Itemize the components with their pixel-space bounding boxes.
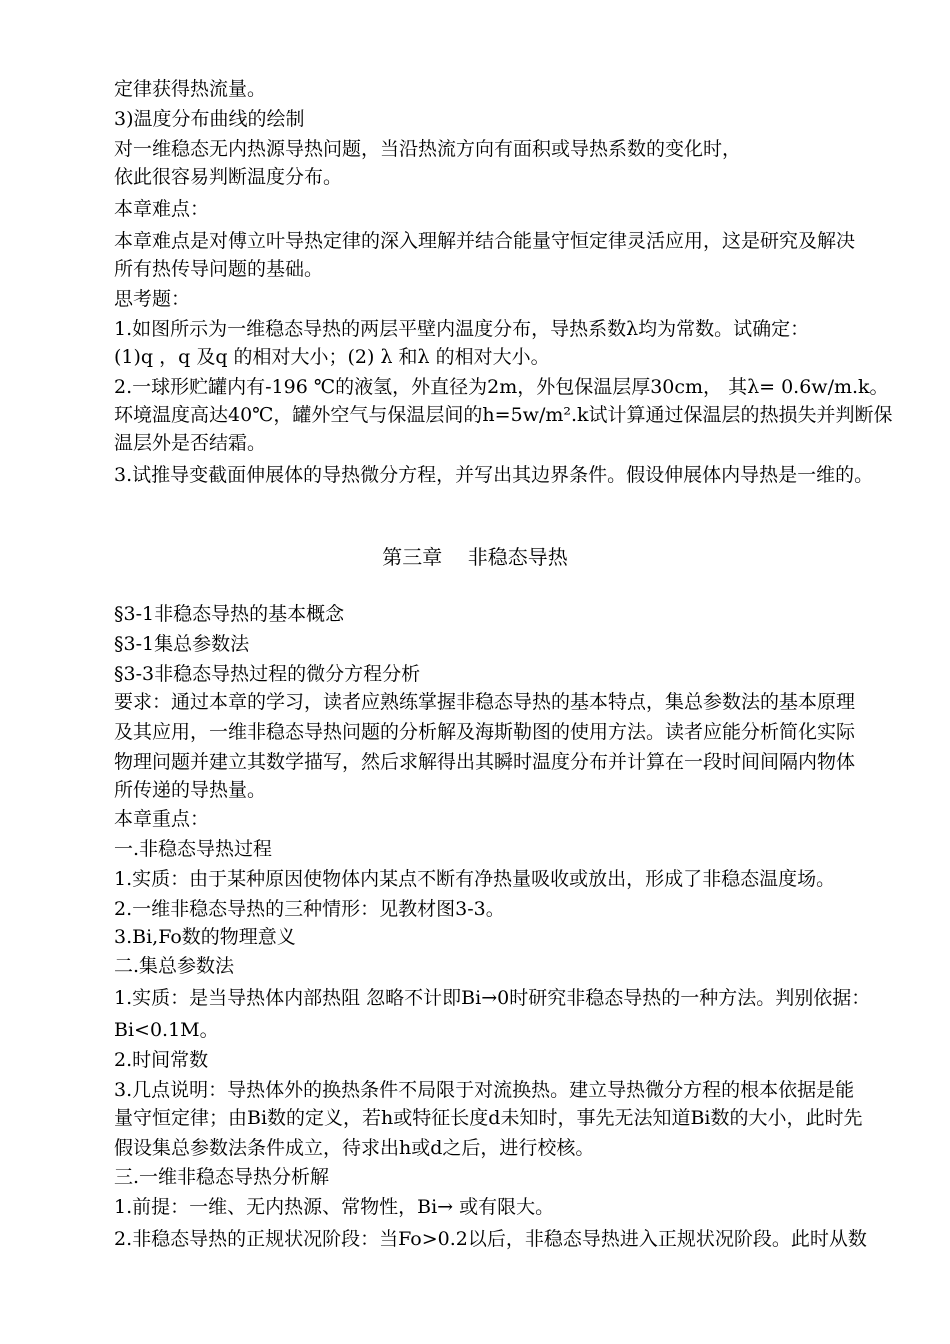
- text-line: 3.试推导变截面伸展体的导热微分方程，并写出其边界条件。假设伸展体内导热是一维的。: [114, 464, 874, 486]
- text-line: 二.集总参数法: [114, 955, 235, 977]
- text-line: (1)q ，q 及q 的相对大小；(2) λ 和λ 的相对大小。: [114, 346, 550, 368]
- text-line: 1.前提：一维、无内热源、常物性，Bi→ 或有限大。: [114, 1196, 555, 1218]
- text-line: 本章难点：: [114, 198, 210, 220]
- text-line: 1.如图所示为一维稳态导热的两层平壁内温度分布，导热系数λ均为常数。试确定：: [114, 318, 810, 340]
- text-line: 对一维稳态无内热源导热问题，当沿热流方向有面积或导热系数的变化时，: [114, 138, 742, 160]
- text-line: §3-1非稳态导热的基本概念: [114, 603, 345, 625]
- text-line: 3)温度分布曲线的绘制: [114, 108, 305, 130]
- text-line: 本章重点：: [114, 808, 210, 830]
- text-line: 2.时间常数: [114, 1049, 209, 1071]
- text-line: 1.实质：由于某种原因使物体内某点不断有净热量吸收或放出，形成了非稳态温度场。: [114, 868, 836, 890]
- text-line: 本章难点是对傅立叶导热定律的深入理解并结合能量守恒定律灵活应用，这是研究及解决: [114, 230, 856, 252]
- text-line: 3.几点说明：导热体外的换热条件不局限于对流换热。建立导热微分方程的根本依据是能: [114, 1079, 855, 1101]
- text-line: 依此很容易判断温度分布。: [114, 166, 343, 188]
- text-line: 2.一球形贮罐内有-196 ℃的液氢，外直径为2m，外包保温层厚30cm， 其λ= 0.6w/m.k。: [114, 376, 889, 398]
- text-line: Bi<0.1M。: [114, 1019, 219, 1041]
- text-line: §3-1集总参数法: [114, 633, 250, 655]
- text-line: 三.一维非稳态导热分析解: [114, 1166, 330, 1188]
- text-line: 要求：通过本章的学习，读者应熟练掌握非稳态导热的基本特点，集总参数法的基本原理: [114, 691, 856, 713]
- text-line: 假设集总参数法条件成立，待求出h或d之后，进行校核。: [114, 1137, 595, 1159]
- text-line: 环境温度高达40℃，罐外空气与保温层间的h=5w/m².k试计算通过保温层的热损失并判断保: [114, 404, 893, 426]
- chapter-title: 第三章 非稳态导热: [382, 545, 568, 569]
- text-line: 量守恒定律；由Bi数的定义，若h或特征长度d未知时，事先无法知道Bi数的大小，此时先: [114, 1107, 863, 1129]
- text-line: 所传递的导热量。: [114, 779, 267, 801]
- text-line: 2.非稳态导热的正规状况阶段：当Fo>0.2以后，非稳态导热进入正规状况阶段。此时从数: [114, 1228, 867, 1250]
- text-line: 物理问题并建立其数学描写，然后求解得出其瞬时温度分布并计算在一段时间间隔内物体: [114, 751, 856, 773]
- text-line: 定律获得热流量。: [114, 78, 267, 100]
- text-line: §3-3非稳态导热过程的微分方程分析: [114, 663, 421, 685]
- text-line: 温层外是否结霜。: [114, 432, 267, 454]
- text-line: 3.Bi,Fo数的物理意义: [114, 926, 296, 948]
- text-line: 及其应用，一维非稳态导热问题的分析解及海斯勒图的使用方法。读者应能分析简化实际: [114, 721, 856, 743]
- text-line: 所有热传导问题的基础。: [114, 258, 324, 280]
- text-line: 2.一维非稳态导热的三种情形：见教材图3-3。: [114, 898, 505, 920]
- text-line: 1.实质：是当导热体内部热阻 忽略不计即Bi→0时研究非稳态导热的一种方法。判别依据：: [114, 987, 871, 1009]
- text-line: 一.非稳态导热过程: [114, 838, 273, 860]
- text-line: 思考题：: [114, 288, 191, 310]
